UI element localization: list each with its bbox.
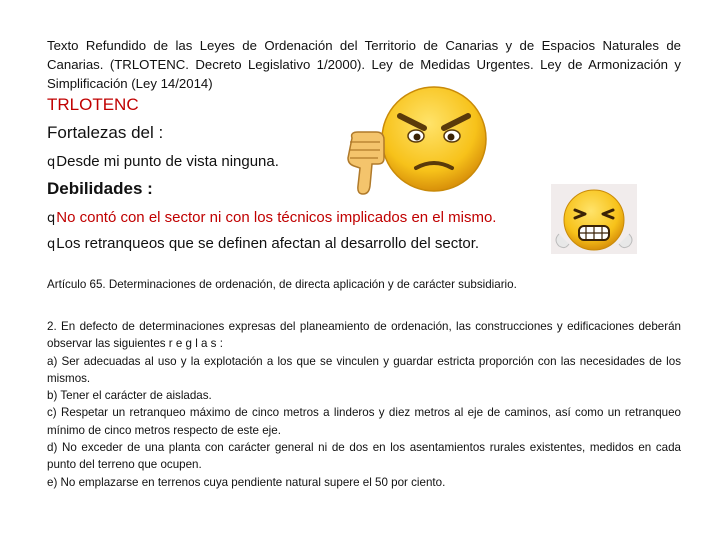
paragraph-d: d) No exceder de una planta con carácter general ni de dos en los asentamientos rurales existentes, medidos en cada punto del terreno que ocupen. [47, 441, 681, 472]
paragraph-a: a) Ser adecuadas al uso y la explotación a los que se vinculen y guardar estricta proporción con las necesidades de los mismos. [47, 354, 681, 385]
article-body [47, 318, 681, 491]
paragraph-c: c) Respetar un retranqueo máximo de cinco metros a linderos y diez metros al eje de caminos, así como un retranqueo mínimo de cinco metros respecto de este eje. [47, 406, 681, 437]
angry-thumbs-down-emoji-icon [338, 84, 518, 202]
fortalezas-item: qDesde mi punto de vista ninguna. [47, 153, 279, 170]
bullet-icon: q [47, 155, 56, 170]
article-title: Artículo 65. Determinaciones de ordenación, de directa aplicación y de carácter subsidiario. [47, 278, 517, 291]
debilidades-title: Debilidades : [47, 179, 153, 198]
bullet-icon: q [47, 237, 56, 252]
debilidades-item: qNo contó con el sector ni con los técnicos implicados en el mismo. [47, 209, 497, 226]
bullet-icon: q [47, 211, 56, 226]
paragraph-b: b) Tener el carácter de aisladas. [47, 389, 212, 403]
fortalezas-title: Fortalezas del : [47, 123, 164, 142]
section-label: TRLOTENC [47, 95, 139, 114]
paragraph-intro: 2. En defecto de determinaciones expresas del planeamiento de ordenación, las construcciones y edificaciones deberán observar las siguientes r e g l a s : [47, 320, 681, 351]
frustrated-emoji-icon [551, 184, 637, 254]
debilidades-item: qLos retranqueos que se definen afectan al desarrollo del sector. [47, 235, 480, 252]
document-header: Texto Refundido de las Leyes de Ordenación del Territorio de Canarias y de Espacios Naturales de Canarias. (TRLOTENC. Decreto Legislativo 1/2000). Ley de Medidas Urgentes. Ley de Armonización y Simplificación (Ley 14/2014) [47, 38, 681, 91]
paragraph-e: e) No emplazarse en terrenos cuya pendiente natural supere el 50 por ciento. [47, 475, 446, 489]
